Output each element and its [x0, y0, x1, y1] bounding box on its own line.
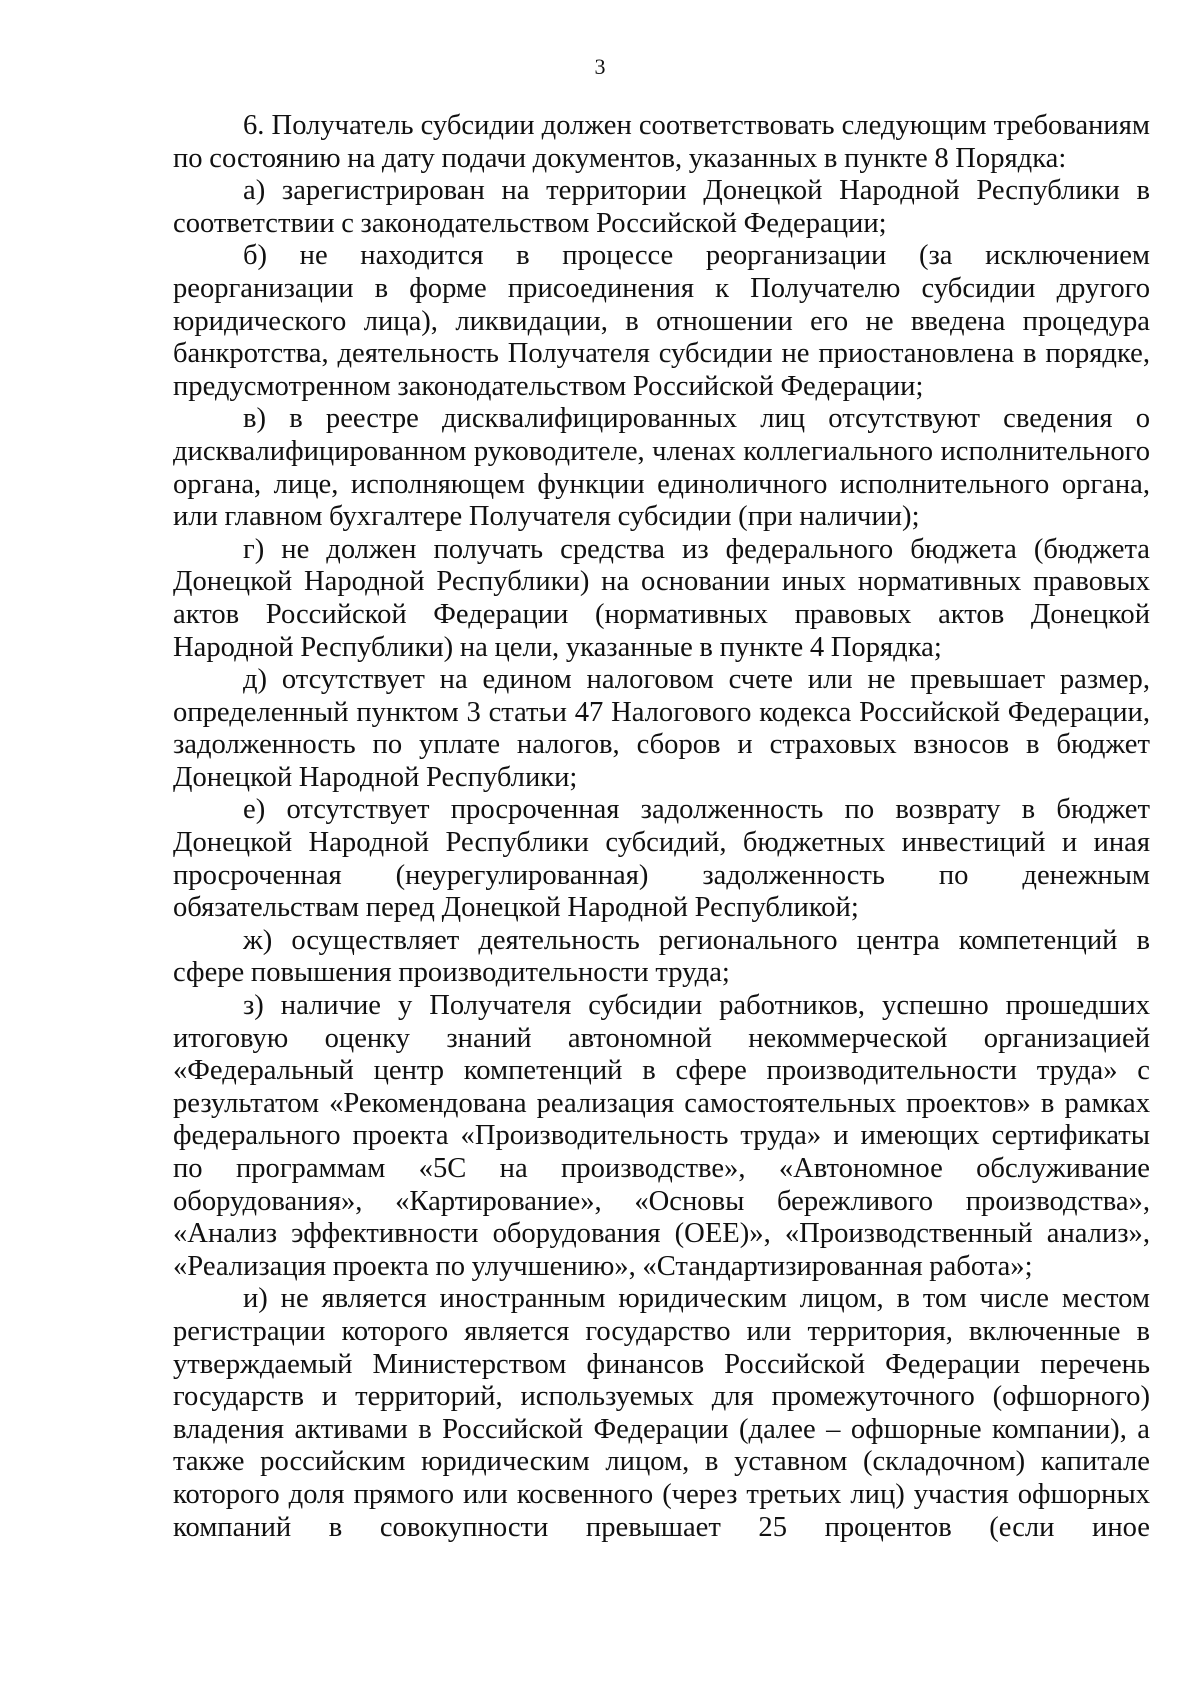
paragraph-item-g: г) не должен получать средства из федерального бюджета (бюджета Донецкой Народной Республики) на основании иных нормативных правовых актов Российской Федерации (нормативных правовых актов Донецкой Народной Республики) на цели, указанные в пункте 4 Порядка;: [173, 533, 1150, 663]
paragraph-item-d: д) отсутствует на едином налоговом счете или не превышает размер, определенный пунктом 3 статьи 47 Налогового кодекса Российской Федерации, задолженность по уплате налогов, сборов и страховых взносов в бюджет Донецкой Народной Республики;: [173, 664, 1150, 793]
paragraph-item-a: а) зарегистрирован на территории Донецкой Народной Республики в соответствии с законодательством Российской Федерации;: [173, 175, 1150, 239]
paragraph-item-v: в) в реестре дисквалифицированных лиц отсутствуют сведения о дисквалифицированном руководителе, членах коллегиального исполнительного органа, лице, исполняющем функции единоличного исполнительного органа, или главном бухгалтере Получателя субсидии (при наличии);: [173, 403, 1150, 533]
paragraph-item-z: з) наличие у Получателя субсидии работников, успешно прошедших итоговую оценку знаний автономной некоммерческой организацией «Федеральный центр компетенций в сфере производительности труда» с результатом «Рекомендована реализация самостоятельных проектов» в рамках федерального проекта «Производительность труда» и имеющих сертификаты по программам «5С на производстве», «Автономное обслуживание оборудования», «Картирование», «Основы бережливого производства», «Анализ эффективности оборудования (ОЕЕ)», «Производственный анализ», «Реализация проекта по улучшению», «Стандартизированная работа»;: [173, 990, 1150, 1282]
page-number: 3: [594, 54, 606, 79]
paragraph-6-intro: 6. Получатель субсидии должен соответствовать следующим требованиям по состоянию на дату подачи документов, указанных в пункте 8 Порядка:: [173, 110, 1150, 174]
paragraph-item-b: б) не находится в процессе реорганизации (за исключением реорганизации в форме присоединения к Получателю субсидии другого юридического лица), ликвидации, в отношении его не введена процедура банкротства, деятельность Получателя субсидии не приостановлена в порядке, предусмотренном законодательством Российской Федерации;: [173, 240, 1150, 402]
document-body: [173, 110, 1150, 1544]
paragraph-item-i: и) не является иностранным юридическим лицом, в том числе местом регистрации которого является государство или территория, включенные в утверждаемый Министерством финансов Российской Федерации перечень государств и территорий, используемых для промежуточного (офшорного) владения активами в Российской Федерации (далее – офшорные компании), а также российским юридическим лицом, в уставном (складочном) капитале которого доля прямого или косвенного (через третьих лиц) участия офшорных компаний в совокупности превышает 25 процентов (если иное: [173, 1283, 1150, 1543]
paragraph-item-e: е) отсутствует просроченная задолженность по возврату в бюджет Донецкой Народной Республики субсидий, бюджетных инвестиций и иная просроченная (неурегулированная) задолженность по денежным обязательствам перед Донецкой Народной Республикой;: [173, 794, 1150, 924]
paragraph-item-zh: ж) осуществляет деятельность регионального центра компетенций в сфере повышения производительности труда;: [173, 924, 1150, 989]
